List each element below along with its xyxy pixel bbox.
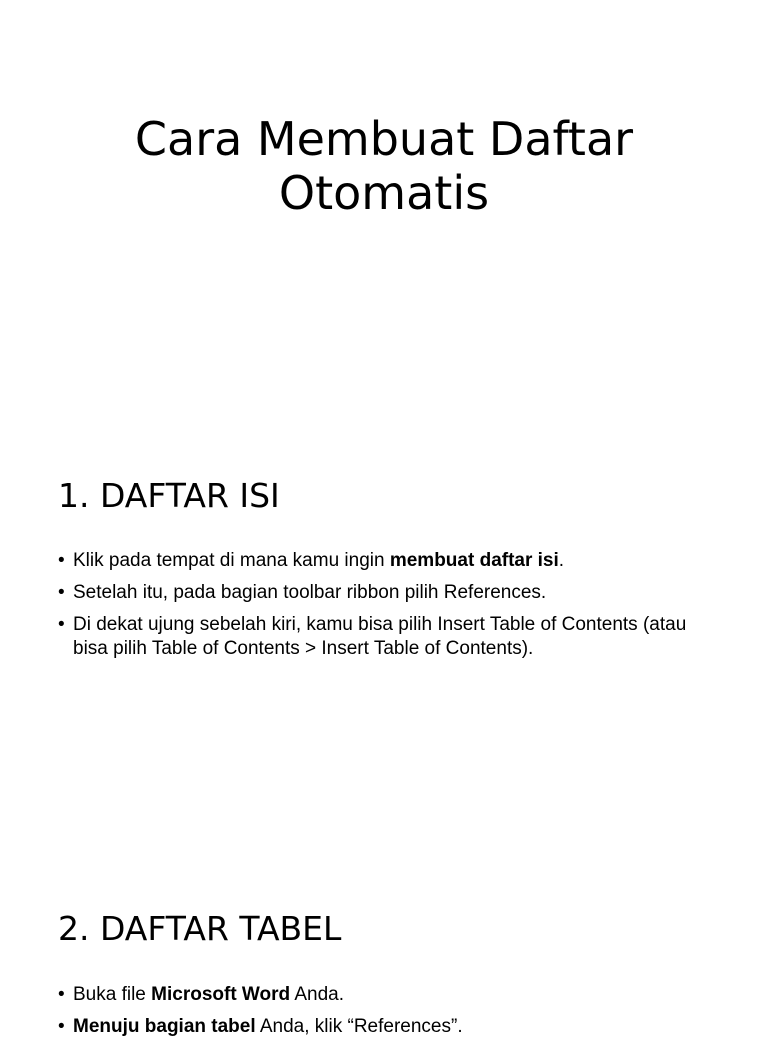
section-heading-daftar-tabel: 2. DAFTAR TABEL xyxy=(58,909,342,948)
bullet-text-end: Anda, klik “References”. xyxy=(255,1016,463,1037)
bullet-text-end: . xyxy=(558,550,565,571)
list-item xyxy=(58,549,698,573)
title-slide xyxy=(0,0,768,432)
presentation-title xyxy=(0,112,768,220)
section-heading-daftar-isi: 1. DAFTAR ISI xyxy=(58,476,280,515)
list-item xyxy=(58,581,698,605)
bullet-text: Klik pada tempat di mana kamu ingin xyxy=(73,550,390,571)
bullet-icon: • xyxy=(58,1016,65,1037)
bullet-text: Di dekat ujung sebelah kiri, kamu bisa pilih Insert Table of Contents (atau bisa pilih Table of Contents > Insert Table of Contents). xyxy=(73,614,687,659)
bullet-bold-text: membuat daftar isi xyxy=(389,550,559,571)
bullet-icon: • xyxy=(58,582,65,603)
list-item xyxy=(58,1015,698,1039)
title-line-1: Cara Membuat Daftar xyxy=(134,112,634,166)
daftar-isi-steps xyxy=(58,549,698,669)
list-item xyxy=(58,613,698,661)
title-line-2: Otomatis xyxy=(278,166,490,220)
daftar-tabel-steps xyxy=(58,983,698,1047)
bullet-text: Buka file xyxy=(73,984,152,1005)
bullet-text-end: Anda. xyxy=(290,984,345,1005)
bullet-icon: • xyxy=(58,550,65,571)
list-item xyxy=(58,983,698,1007)
bullet-text: Setelah itu, pada bagian toolbar ribbon pilih References. xyxy=(73,582,547,603)
bullet-icon: • xyxy=(58,984,65,1005)
bullet-bold-text: Menuju bagian tabel xyxy=(73,1016,256,1037)
bullet-bold-text: Microsoft Word xyxy=(151,984,291,1005)
bullet-icon: • xyxy=(58,614,65,635)
